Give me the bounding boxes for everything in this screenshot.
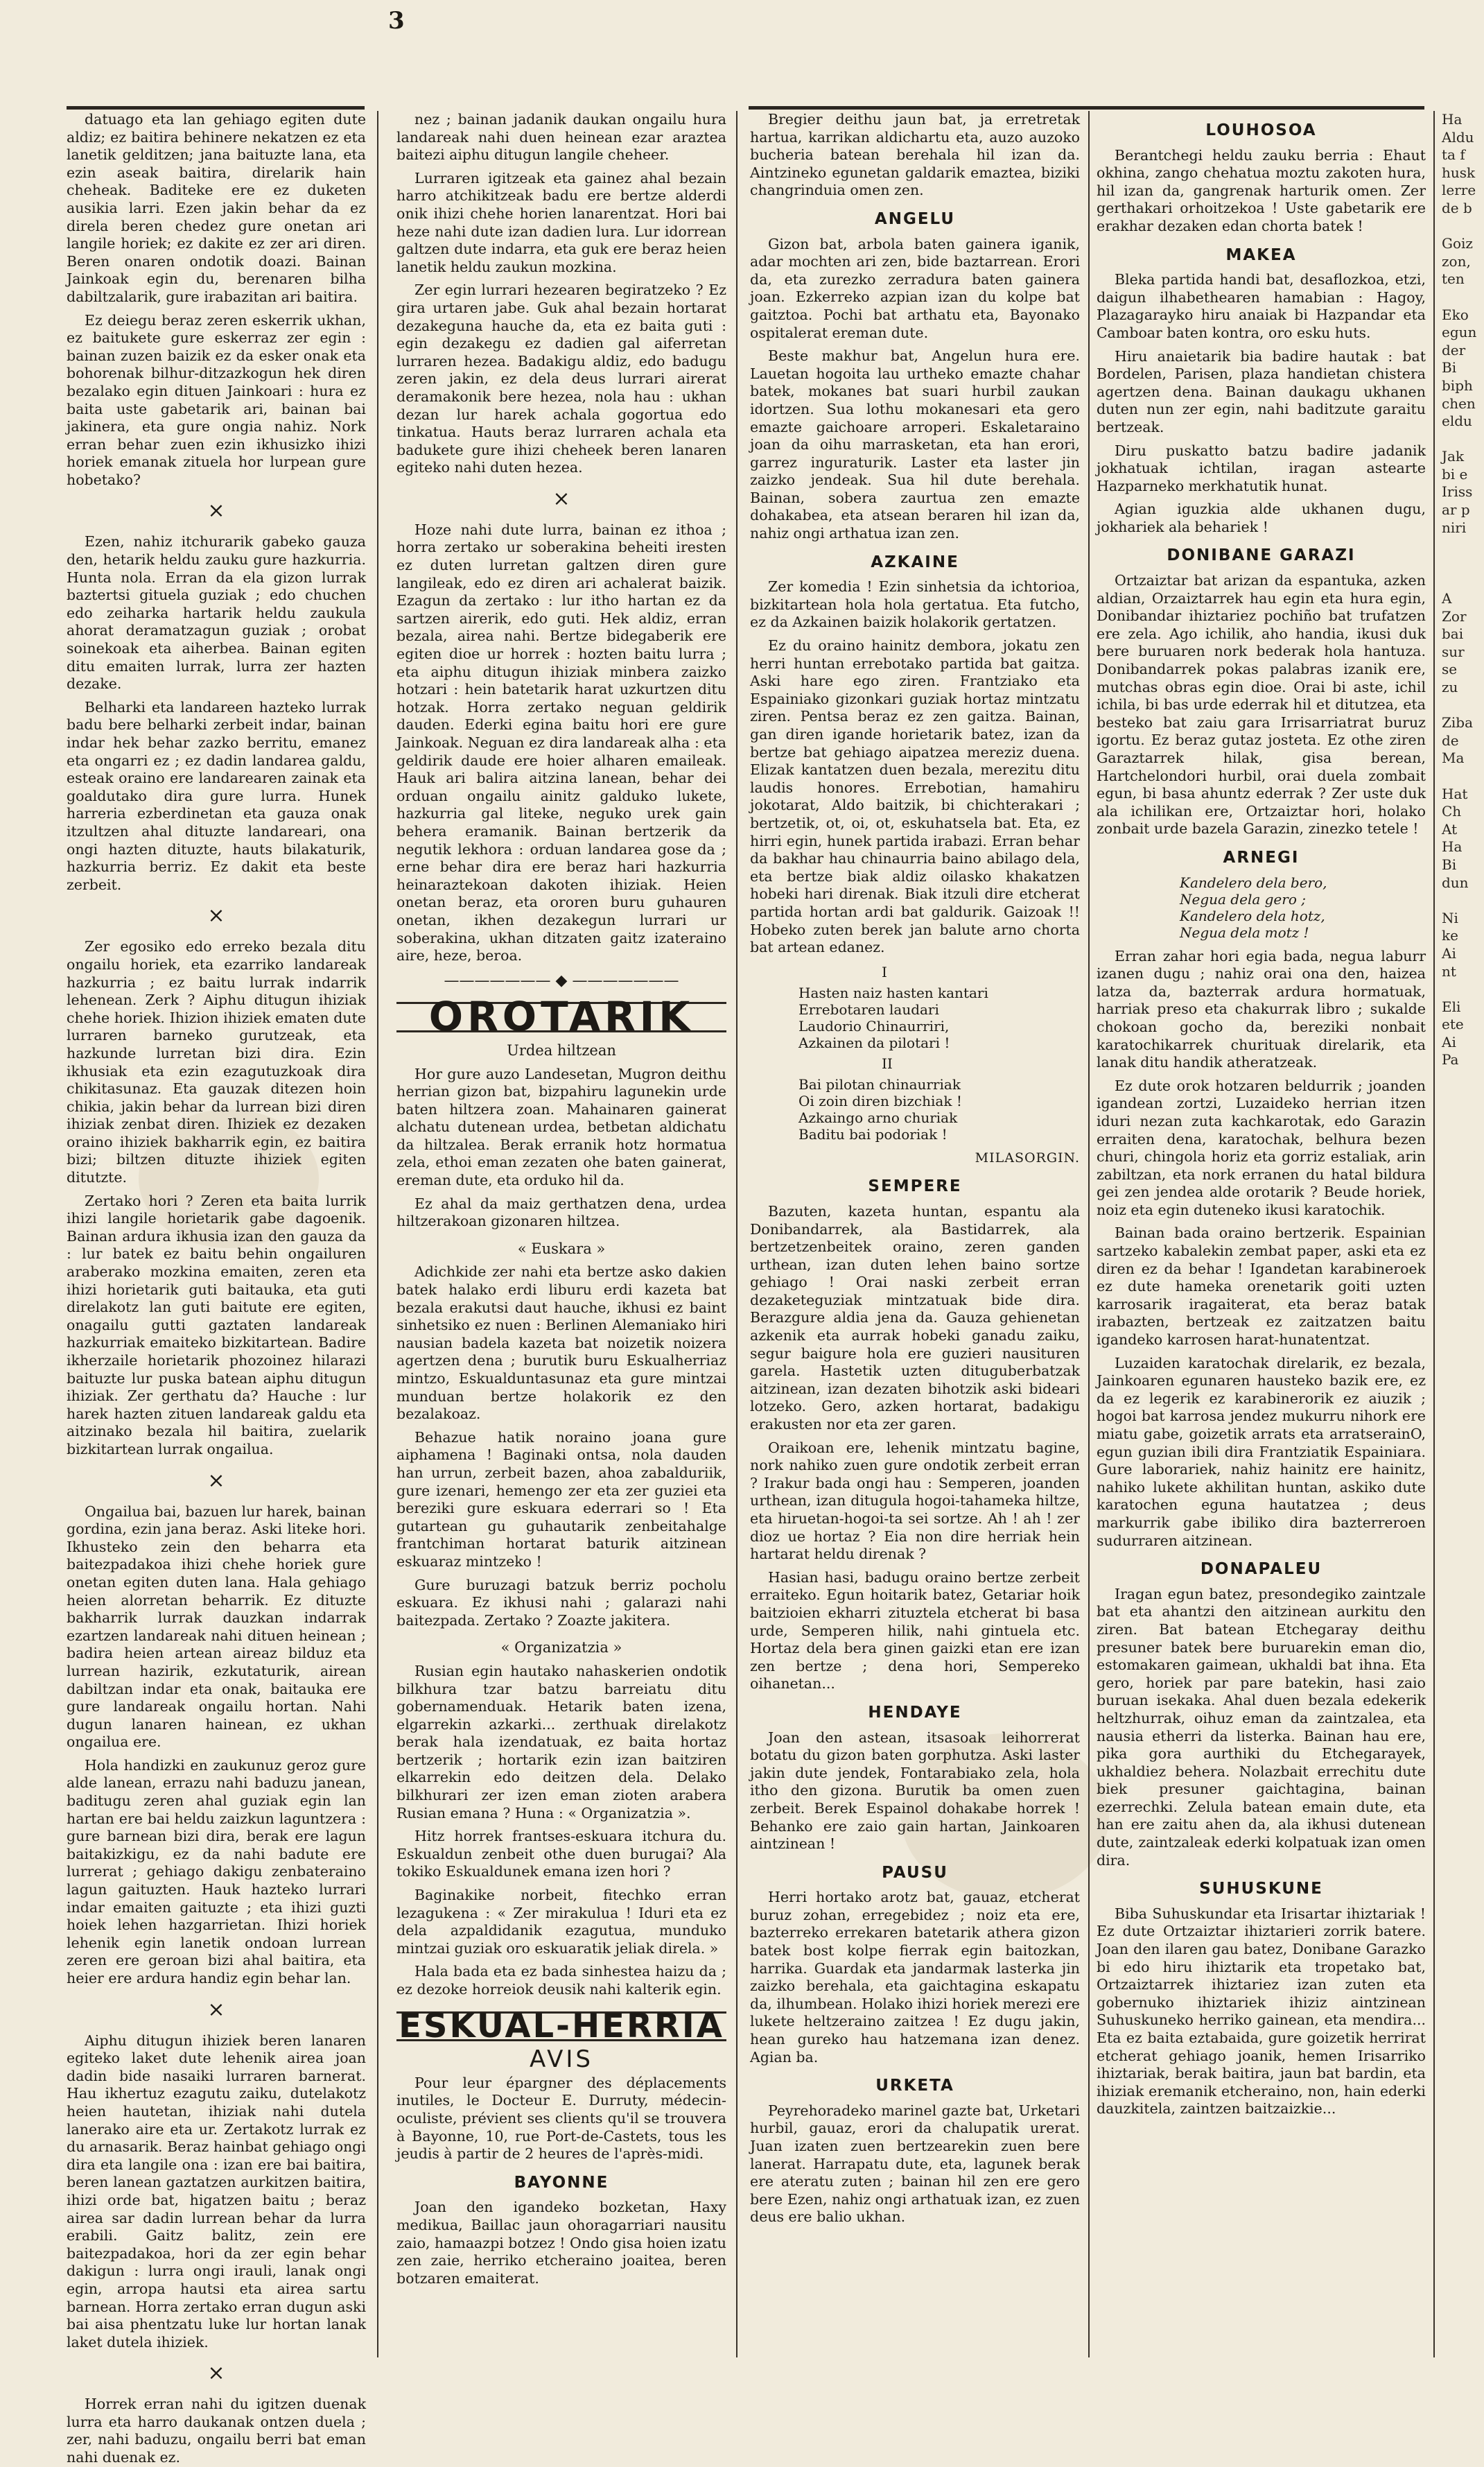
paragraph: Ezen, nahiz itchurarik gabeko gauza den, hetarik heldu zauku gure hazkurria. Hunta nola. Erran da ela gizon lurrak baztertsi gituela guziak ; edo chuchen edo zeiharka hartarik heldu zaukula ahorat deramatzagun guziak ; orobat soinekoak eta aiherbea. Bainan egiten ditu emaiten lurrak, lurra zer hazten dezake. <box>67 533 366 693</box>
ornament-divider: ——————— ◆ ——————— <box>444 971 679 989</box>
cropped-line: Ziba <box>1442 714 1474 732</box>
separator-cross: × <box>207 2361 225 2386</box>
section-heading: URKETA <box>875 2077 954 2095</box>
top-margin <box>0 0 1484 104</box>
section-heading: HENDAYE <box>868 1703 962 1722</box>
section-heading: ANGELU <box>874 209 956 228</box>
cropped-line: ete <box>1442 1016 1464 1033</box>
separator-cross: × <box>552 486 570 511</box>
cropped-line: Ch <box>1442 803 1462 820</box>
poem-signature: MILASORGIN. <box>975 1150 1080 1166</box>
cropped-line: egun <box>1442 324 1477 341</box>
cropped-line: de <box>1442 732 1459 749</box>
column-3 <box>750 111 1080 2357</box>
page-number: 3 <box>388 7 405 35</box>
cropped-line: zu <box>1442 679 1458 695</box>
cropped-line: Pa <box>1442 1051 1459 1068</box>
verse-line: Kandelero dela bero, <box>1180 874 1327 891</box>
cropped-line: husk <box>1442 164 1476 181</box>
poem-line: Bai pilotan chinaurriak <box>798 1075 961 1093</box>
poem-numeral: II <box>882 1055 893 1072</box>
cropped-line: Ha <box>1442 838 1463 856</box>
paragraph: Diru puskatto batzu badire jadanik jokhatuak ichtilan, iragan astearte Hazparneko merkhatutik hunat. <box>1097 442 1426 494</box>
paragraph: Zer egin lurrari hezearen begiratzeko ? Ez gira urtaren jabe. Guk ahal bezain hortarat dezakeguna hauche da, eta ez baita guti : egin dezakegu ez dadien gal aiferretan lurraren hezea. Badakigu aldiz, edo badugu zeren jakin, ez dela deus lurrari airerat deramakonik bere hezea, nola hau : ukhan dezan lur harek achala gogortua edo tinkatua. Hauts beraz lurraren achala eta badukete gure ihizi cheheek beren lanaren egiteko nahi duten hezea. <box>396 282 726 476</box>
cropped-line: Zor <box>1442 607 1467 625</box>
cropped-line: Bi <box>1442 359 1457 376</box>
paragraph: Erran zahar hori egia bada, negua laburr izanen dugu ; nahiz orai ona den, haizea latza da, bazterrak ardura hormatuak, harriak preso eta chakurrak libro ; sukalde chokoan gocho da, bereziki nonbait karatochikarrek churituak direlarik, eta lanak ditu handik atheratzeak. <box>1097 947 1426 1071</box>
cropped-line: Ni <box>1442 909 1458 926</box>
avis-title: AVIS <box>530 2045 593 2074</box>
cropped-line: se <box>1442 661 1458 678</box>
cropped-line: niri <box>1442 519 1467 536</box>
paragraph: Pour leur épargner des déplacements inutiles, le Docteur E. Durruty, médecin-oculiste, prévient ses clients qu'il se trouvera à Bayonne, 10, rue Port-de-Castets, tous les jeudis à partir de 2 heures de l'après-midi. <box>396 2074 726 2163</box>
paragraph: Hor gure auzo Landesetan, Mugron deithu herrian gizon bat, bizpahiru lagunekin urde baten hiltzera zoan. Mahainaren gainerat alchatu dutenean urdea, betbetan aldichatu da hiltzalea. Berak erranik hotz hormatua zela, ethoi eman zezaten ohe baten gainerat, ereman dute, eta orduko hil da. <box>396 1065 726 1189</box>
column-4 <box>1097 111 1426 2357</box>
poem <box>750 964 1080 1143</box>
poem-line: Errebotaren laudari <box>798 1001 939 1018</box>
section-title: Urdea hiltzean <box>507 1041 616 1059</box>
paragraph: Agian iguzkia alde ukhanen dugu, jokhariek ala behariek ! <box>1097 501 1426 535</box>
poem-line: Azkaingo arno churiak <box>798 1109 958 1126</box>
separator-cross: × <box>207 1997 225 2022</box>
cropped-line: Aldu <box>1442 128 1474 146</box>
cropped-line: zon, <box>1442 252 1471 270</box>
column-divider <box>377 111 378 2357</box>
cropped-line: Eko <box>1442 306 1469 323</box>
cropped-line: dun <box>1442 874 1469 891</box>
section-heading: DONIBANE GARAZI <box>1167 546 1356 565</box>
paragraph: Zer komedia ! Ezin sinhetsia da ichtorioa, bizkitartean hola hola gertatua. Eta futcho, ez da Azkainen baizik holakorik gertatzen. <box>750 578 1080 631</box>
cropped-line <box>1442 892 1484 910</box>
verse-line: Negua dela motz ! <box>1180 924 1309 941</box>
section-title: « Organizatzia » <box>500 1639 622 1656</box>
cropped-line: lerre <box>1442 182 1476 199</box>
section-heading: PAUSU <box>882 1863 948 1882</box>
column-divider <box>1088 111 1090 2357</box>
paragraph: Ez dute orok hotzaren beldurrik ; joanden igandean zortzi, Luzaideko herrian itzen iduri nezan zuta kachkarotak, edo Garazin erraiten dena, karatochak, belhura bezen churi, chingola horiz eta gorriz estaliak, arin zabiltzan, eta nork erranen du hatal bildura gei zen jendea alde orotarik ? Beude horiek, noiz eta egin duteneko ikusi karatochik. <box>1097 1077 1426 1218</box>
paragraph: Biba Suhuskundar eta Irisartar ihiztariak ! Ez dute Ortzaiztar ihiztarieri zorrik batere. Joan den ilaren gau batez, Donibane Garazko bi edo hiru ihiztarik eta tropetako bat, Ortzaiztarrek ihiztariez izan zuten eta gobernuko ihiztariek ihiziz aintzinean Suhuskuneko herriko gainean, eta mendira... Eta ez baita eztabaida, gure goizetik herrirat etcherat gehiago joanik, hemen Irisarriko ihiztariak, berak baitira, jaun bat bardin, eta ihiziak eremanik etcheraino, non, hain ederki dauzkitela, zaintzen baitzaizkie... <box>1097 1905 1426 2118</box>
top-rule <box>749 106 1424 110</box>
top-rule <box>67 106 365 110</box>
poem-line: Baditu bai podoriak ! <box>798 1125 948 1143</box>
cropped-line: Iriss <box>1442 483 1473 501</box>
paragraph: Ez du oraino hainitz dembora, jokatu zen herri huntan errebotako partida bat gaitza. Aski hare ego ziren. Frantziako eta Espainiako gizonkari guziak hortaz mintzatu ziren. Pentsa beraz ez zen gaitza. Bainan, gan diren igande horietarik batez, izan da bertze bat gehiago aipatzea mereziz duena. Elizak kantatzen duen bezala, merezitu ditu laudis honores. Errebotian, hamahiru jokotarat, Aldo baitzik, bi chichterakari ; bertzetik, ot, oi, ot, eskuhatsela bat. Eta, ez hirri egin, hunek partida irabazi. Erran behar da bakhar hau chinaurria baino abilago dela, eta bertze biak aldiz oilasko khakatzen hobeki hari direnak. Biak itzuli dire etcherat partida hortan ardi bat galdurik. Gaizoak !! Hobeko zuten berek jan balute arno chorta bat artean edanez. <box>750 637 1080 956</box>
cropped-line: Goiz <box>1442 235 1473 252</box>
paragraph: Hiru anaietarik bia badire hautak : bat Bordelen, Parisen, plaza handietan chistera agertzen dena. Bainan daukagu ukhanen duten nun zer egin, nahi baditzute garaitu bertzeak. <box>1097 347 1426 435</box>
paragraph: Lurraren igitzeak eta gainez ahal bezain harro atchikitzeak badu ere bertze alderdi onik ihizi chehe horien lanarentzat. Hori bai heze nahi dute izan dadien lura. Lur idorrean galtzen dute indarra, eta guk ere beraz heien lanetik heldu zaukun mozkina. <box>396 169 726 275</box>
cropped-line: Eli <box>1442 998 1461 1015</box>
cropped-line <box>1442 537 1484 555</box>
poem-line: Hasten naiz hasten kantari <box>798 984 988 1001</box>
column-2 <box>396 111 726 2357</box>
paragraph: Hoze nahi dute lurra, bainan ez ithoa ; horra zertako ur soberakina beheiti iresten ez duten lurretan galtzen diren gure langileak, edo ez diren ari achalerat baizik. Ezagun da zertako : lur itho hartan ez da sartzen airerik, edo guti. Hek aldiz, erran bezala, airea nahi. Bertze bidegaberik ere egiten dioe ur horrek : hozten baitu lurra ; eta aiphu ditugun ihiziak minbera zaizko hotzari : hein batetarik harat uzkurtzen ditu hotzak. Horra zertako neguan geldirik dauden. Ederki egina baitu hori ere gure Jainkoak. Neguan ez dira landareak alha : eta geldirik daude ere hoier alharen emaileak. Hauk ari balira aitzina lanean, behar dei orduan ongailu ainitz galduko lukete, hazkurria gal liteke, neguko urek gain behera eramanik. Bainan bertzerik da negutik lekhora : orduan landarea gose da ; erne behar dira ere beraz hari hazkurria heinaraztekoan dakoten ihiziak. Heien onetan beraz, eta ororen buru guhauren onetan, ikhen dezakegun lurrari ur soberakina, ukhan ditzaten gaitz izateraino aire, heze, beroa. <box>396 521 726 964</box>
column-divider <box>736 111 737 2357</box>
column-1 <box>67 111 366 2466</box>
cropped-line: Ai <box>1442 1033 1456 1050</box>
section-heading: DONAPALEU <box>1200 1560 1322 1579</box>
paragraph: Ortzaiztar bat arizan da espantuka, azken aldian, Orzaiztarrek hau egin eta hura egin, Donibandar ihiztariez pochiño bat trufatzen ere zela. Ago ichilik, aho handia, ikusi duk bere buruaren nork bederak hola hantuza. Donibandarrek pokas palabras izanik ere, mutchas obras egin dioe. Orai bi aste, ichil ichila, bi bas urde ederrak hil et ditutzea, eta besteko bat zaiu gara Irrisarriatrat buruz igortu. Ez beraz gutaz josteta. Ez othe ziren Garaztarrek hilak, gisa berean, Hartchelondori hurbil, orai duela zombait egun, bi basa ahuntz ederrak ? Zer uste duk ala ichilikan ere, Ortzaiztar hori, holako zonbait urde bazela Garazin, zinezko tetele ! <box>1097 572 1426 838</box>
cropped-line <box>1442 980 1484 998</box>
paragraph: Hala bada eta ez bada sinhestea haizu da ; ez dezoke horreiok deusik nahi kalterik egin. <box>396 1963 726 1998</box>
cropped-line: eldu <box>1442 413 1472 430</box>
paragraph: Horrek erran nahi du igitzen duenak lurra eta harro daukanak ontzen duela ; zer, nahi baduzu, ongailu berri bat eman nahi duenak ez. <box>67 2396 366 2466</box>
section-heading: LOUHOSOA <box>1205 121 1317 139</box>
paragraph: Ez ahal da maiz gerthatzen dena, urdea hiltzerakoan gizonaren hiltzea. <box>396 1195 726 1230</box>
poem-line: Azkainen da pilotari ! <box>798 1034 950 1051</box>
paragraph: Zer egosiko edo erreko bezala ditu ongailu horiek, eta ezarriko landareak hazkurria ; ez baitu lurrak indarrik lehenean. Zerk ? Aiphu ditugun ihiziak chehe horiek. Ihizion ihiziek ematen dute lurraren barneko gurutzeak, eta hazkunde lurretan bizi dira. Ezin ikhusiak eta ezin ezagutuzkoak dira chikitasunaz. Eta gauzak ditezen hoin chikia, jakin behar da lurrean bizi diren ihiziak zenbat diren. Ihiziek ez dezaken oraino ihiziek bakharrik egin, ez baitira bizi; biltzen dituzte ihiziek egiten ditutzte. <box>67 938 366 1186</box>
paragraph: Baginakike norbeit, fitechko erran lezagukena : « Zer mirakulua ! Iduri eta ez dela azpaldidanik ezagutua, munduko mintzai guziak oro eskuaratik jeliak direla. » <box>396 1887 726 1957</box>
paragraph: Iragan egun batez, presondegiko zaintzale bat eta ahantzi den aitzinean aurkitu den ziren. Bat batean Etchegaray deithu presuner batek bere buruarekin eman dio, estomakaren gaimean, ukhaldi bat ihna. Eta gero, horiek par pare batekin, hasi zaio buruan isekaka. Ahal duen bezala edekerik heltzhurrak, oihuz eman da zaintzalea, eta nausia etherri da listerka. Bainan hau ere, pika gora aurthiki du Etchegarayek, ukhaldiez behera. Nolazbait errechitu dute biek presuner gaichtagina, bainan ezerrechki. Zelula batean emain dute, eta han ere zaitu ahen da, ala ikhusi dutenean dute, zaintzaleak ederki kolpatuak izan omen dira. <box>1097 1585 1426 1869</box>
cropped-line <box>1442 697 1484 715</box>
cropped-line <box>1442 288 1484 306</box>
paragraph: datuago eta lan gehiago egiten dute aldiz; ez baitira behinere nekatzen ez eta lanetik gelditzen; jana baituzte lana, eta ezin aseak baitira, direlarik hain cheheak. Baditeke ere ez duketen ausikia larri. Ezen jakin behar da ez direla beren chedez gure onetan ari langile horiek; ez dakite ez zer ari diren. Beren onaren ondotik doazi. Bainan Jainkoak egin du, berenaren bilha dabiltzalarik, gure irabazitan ari baitira. <box>67 111 366 305</box>
column-5-cropped <box>1442 111 1484 2357</box>
paragraph: Ez deiegu beraz zeren eskerrik ukhan, ez baitukete gure eskerraz zer egin : bainan zuzen baizik ez da esker onak eta bohorenak bilhur-ditzazkogun hek diren bezalako egin dituen Jainkoari : hura ez baita uste gabetarik ari, bainan bai jakinera, eta gure ongia nahiz. Nork erran behar zuen ezin ikhusizko ihizi horiek emanak zituela hor lurpean gure hobetako? <box>67 311 366 488</box>
cropped-line <box>1442 572 1484 590</box>
paragraph: Peyrehoradeko marinel gazte bat, Urketari hurbil, gauaz, erori da chalupatik urerat. Juan izaten zuen bertzearekin zuen bere lanerat. Harrapatu dute, eta, lagunek berak ere ateratu zuten ; bainan hil zen ere gero bere Ezen, nahiz ongi arthatuak izan, ez zuen deus ere balio ukhan. <box>750 2102 1080 2226</box>
cropped-line: Bi <box>1442 856 1457 873</box>
paragraph: Gizon bat, arbola baten gainera iganik, adar mochten ari zen, bide baztarrean. Erori da, eta zurezko zerradura baten gainera joan. Ezkerreko azpian izan du kolpe bat gaitztoa. Pochi bat arthatu eta, Bayonako ospitalerat ereman dute. <box>750 235 1080 341</box>
section-heading: AZKAINE <box>871 553 959 571</box>
cropped-line <box>1442 218 1484 236</box>
paragraph: Bregier deithu jaun bat, ja erretretak hartua, karrikan aldichartu eta, auzo auzoko bucheria batean berehala hil izan da. Aintzineko egunetan galdarik emaztea, biziki changrinduia omen zen. <box>750 111 1080 199</box>
separator-cross: × <box>207 903 225 928</box>
section-title: « Euskara » <box>517 1240 606 1257</box>
cropped-line <box>1442 768 1484 786</box>
poem-line: Laudorio Chinaurriri, <box>798 1017 950 1035</box>
paragraph: Bleka partida handi bat, desaflozkoa, etzi, daigun ilhabethearen hamabian : Hagoy, Plazagarayko hiru anaiak bi Hazpandar eta Camboar baten kontra, oro esku huts. <box>1097 271 1426 341</box>
paragraph: Ongailua bai, bazuen lur harek, bainan gordina, ezin jana beraz. Aski liteke hori. Ikhusteko zein den beharra eta baitezpadakoa ihizi chehe horiek gure onetan egiten duten lana. Hala gehiago heien alorretan beharrik. Ez dituzte bakharrik lurrak dauzkan indarrak ezartzen landareak nahi dituen heinean ; badira heien artean aireaz bilduz eta lurrean hazirik, ezkutaturik, airean dabiltzan indar eta onak, baitauka ere gure landareak ongailu hortan. Nahi dugun lanaren hainean, ez ukhan ongailua ere. <box>67 1503 366 1751</box>
cropped-line: ten <box>1442 270 1465 288</box>
cropped-line: ar p <box>1442 501 1470 519</box>
paragraph: Hasian hasi, badugu oraino bertze zerbeit erraiteko. Egun hoitarik batez, Getariar hoik baitzioien ekharri zituztela etcherat bi basa urde, Semperen hilik, nahi gintuela etc. Hortaz dela bera ginen gaizki etan ere izan zen bertze ; dena hori, Sempereko oihanetan... <box>750 1568 1080 1693</box>
paragraph: Herri hortako arotz bat, gauaz, etcherat buruz zohan, erregebidez ; noiz eta ere, bazterreko errekaren batetarik athera gizon batek bost kolpe fierrak egin baitozkan, harrika. Guardak eta jandarmak lasterka jin zaizko berehala, eta gaichtagina eskapatu da, ilhumbean. Holako ihizi horiek merezi ere lukete heltzeraino zaitzea ! Ez dugu jakin, hean gureko hau hatzemana izan denez. Agian ba. <box>750 1889 1080 2066</box>
cropped-line: A <box>1442 590 1452 607</box>
cropped-line: ta f <box>1442 146 1465 164</box>
paragraph: Beste makhur bat, Angelun hura ere. Lauetan hogoita lau urtheko emazte chahar batek, mokanes bat suari hurbil zaukan idortzen. Sua lothu mokanesari eta gero emazte gaichoare arroperi. Eskaletaraino joan da oihu marrasketan, eta han erori, garrez inguraturik. Laster eta laster jin zaizko jendeak. Sua hil dute berehala. Bainan, sobera zaurtua zen emazte dohakabea, eta atsean beraren hil izan da, nahiz ongi arthatua izan zen. <box>750 347 1080 542</box>
section-heading: SUHUSKUNE <box>1199 1880 1323 1898</box>
section-heading: SEMPERE <box>868 1177 962 1196</box>
verse <box>1097 874 1426 941</box>
paragraph: Aiphu ditugun ihiziek beren lanaren egiteko laket dute lehenik airea joan dadin bide nasaiki lurraren barnerat. Hau ikhertuz ezagutu zaiku, dutelakotz heien hautetan, ihiziak nahi dutela lanerako aire eta ur. Zertakotz lurrak ez du arnasarik. Beraz hainbat gehiago ongi dira eta langile ona : izan ere bai baitira, beren lanean gaztatzen aurkitzen baitira, ihizi orde bat, higatzen baitu ; beraz airea sar dadin lurrean behar da lurra erabili. Gaitz balitz, zein ere baitezpadakoa, hori da zer egin behar dakigun : lurra ongi irauli, lanak ongi egin, arropa hautsi eta airea sartu barnean. Horra zertako erran dugun aski bai aisa phentzatu luke lur hortan lanak laket dutela ihiziek. <box>67 2032 366 2351</box>
cropped-line: biph <box>1442 376 1473 394</box>
paragraph: Hitz horrek frantses-eskuara itchura du. Eskualdun zenbeit othe duen burugai? Ala tokiko Eskualdunek emana izen hori ? <box>396 1828 726 1880</box>
paragraph: Adichkide zer nahi eta bertze asko dakien batek halako erdi liburu erdi kazeta bat bezala erakutsi daut hauche, ikhusi ez baint sinhetsiko ez nuen : Berlinen Alemaniako hiri nausian badela kazeta bat noizetik noizera agertzen dena ; burutik buru Eskualherriaz mintzo, Eskualduntasunaz eta gure mintzai munduan bertze holakorik ez den bezalakoaz. <box>396 1263 726 1423</box>
cropped-line: Ai <box>1442 944 1456 962</box>
paragraph: Zertako hori ? Zeren eta baita lurrik ihizi langile horietarik gabe dagoenik. Bainan ardura ikhusia izan den gauza da : lur batek ez baitu behin ongailuren araberako mozkina emaiten, zeren eta ihizi horietarik guti baitauka, eta guti direlakotz lan guti baitute ere egiten, onagailu gutti gaztaten landareak hazkurriak emaiteko bizkitartean. Badire ikherzaile horietarik phozoinez hilarazi baituzte lur puska batean aiphu ditugun ihiziak. Zer gerthatu da? Hauche : lur harek hazten zituen landareak galdu eta aitzinako bezala hil baitira, zuelarik bizkitartean lurrak ongailua. <box>67 1192 366 1457</box>
cropped-line: bi e <box>1442 465 1468 483</box>
paragraph: Joan den astean, itsasoak leihorrerat botatu du gizon baten gorphutza. Aski laster jakin dute jendek, Fontarabiako zela, hola itho den gizona. Burutik ba omen zuen zerbeit. Berek Espainol dohakabe horrek ! Behanko ere zaio gain hartan, Jainkoaren aintzinean ! <box>750 1729 1080 1853</box>
cropped-line: Ha <box>1442 111 1463 128</box>
cropped-line: de b <box>1442 199 1472 216</box>
separator-cross: × <box>207 1468 225 1493</box>
paragraph: Bazuten, kazeta huntan, espantu ala Donibandarrek, ala Bastidarrek, ala bertzetzenbeitek oraino, zeren ganden urthean, izan duten lehen baino sortze gehiago ! Orai naski zerbeit erran dezaketeguziak mintzatuak bide dira. Berazgure aldia jena da. Gauza gehienetan azkenik eta aurrak hobeki ganadu zaiku, segur baigure hola ere guzieri nausituren garela. Hastetik uzten dituguberbatzak aitzinean, izan dezaten bihotzik aski bideari lotzeko. Gero, azken hortarat, badakigu erakusten nor eta zer garen. <box>750 1202 1080 1433</box>
cropped-line: Ma <box>1442 750 1465 767</box>
paragraph: Oraikoan ere, lehenik mintzatu bagine, nork nahiko zuen gure ondotik zerbeit erran ? Irakur bada ongi hau : Semperen, joanden urthean, izan ditugula hogoi-tahameka hiltze, eta hiruetan-hogoi-ta sei sortze. Ah ! ah ! zer dioz ue hortaz ? Eia non dire herriak hein hartarat heldu direnak ? <box>750 1439 1080 1563</box>
orotarik-masthead: OROTARIK <box>396 1002 726 1032</box>
paragraph: Joan den igandeko bozketan, Haxy medikua, Baillac jaun ohoragarriari nausitu zaio, hamaazpi botzez ! Ondo gisa hoien izatu zen zaie, herriko etcheraino joaitea, beren botzaren emaiterat. <box>396 2199 726 2287</box>
cropped-line: nt <box>1442 962 1456 980</box>
cropped-line: chen <box>1442 395 1476 412</box>
cropped-line <box>1442 555 1484 573</box>
paragraph: Rusian egin hautako nahaskerien ondotik bilkhura tzar batzu barreiatu ditu gobernamenduak. Hetarik baten izena, elgarrekin azkarki... zerthuak direlakotz berak hala izendatuak, ez baita hortaz bertzerik ; hortarik ezin izan baitziren elkarrekin edo deitzen dela. Delako bilkhurari zer izen eman zioten arabera Rusian emana ? Huna : « Organizatzia ». <box>396 1662 726 1821</box>
cropped-line: sur <box>1442 643 1465 660</box>
cropped-line: ke <box>1442 927 1458 944</box>
verse-line: Kandelero dela hotz, <box>1180 907 1325 924</box>
cropped-line <box>1442 431 1484 449</box>
poem-numeral: I <box>882 963 887 980</box>
cropped-line: der <box>1442 341 1466 358</box>
paragraph: Hola handizki en zaukunuz geroz gure alde lanean, errazu nahi baduzu janean, baditugu zeren ahal guziak egin lan hartan ere bai heldu zaizkun laguntzera : gure barnean bizi dira, berak ere lagun baitakizkigu, ez da nahi badute ere lurrerat ; gehiago dakigu zenbateraino lagun gaituzten. Hauk hazteko lurrari indar emaiten gaituzte ; eta ihizi guzti hoiek lehen hazgarrietan. Ihizi horiek lehenik egin lanetik ondoan lurrean zeren ere geroan bizi ahal baitira, eta heier ere ardura handiz egin behar lan. <box>67 1756 366 1986</box>
cropped-line: Jak <box>1442 448 1465 465</box>
eskual-herria-masthead: ESKUAL-HERRIA <box>396 2011 726 2042</box>
separator-cross: × <box>207 499 225 523</box>
column-divider <box>1433 111 1435 2357</box>
paragraph: Luzaiden karatochak direlarik, ez bezala, Jainkoaren egunaren hausteko bazik ere, ez da ez legerik ez karabinerorik ez aiuzik ; hogoi bat karrosa jendez mukurru nihork ere miatu gabe, goizetik arrats eta arratserainO, egun guzian ibili dira Frantziatik Espainiara. Gure laborariek, nahiz hainitz ere hainitz, nahiko lukete akhilitan huntan, askiko dute karatochen eguna hautatzea ; deus markurrik gabe ibiliko dira bazterreroen sudurraren aitzinean. <box>1097 1354 1426 1549</box>
poem-line: Oi zoin diren bizchiak ! <box>798 1092 962 1109</box>
section-heading: MAKEA <box>1225 245 1297 264</box>
verse-line: Negua dela gero ; <box>1180 890 1306 908</box>
paragraph: Gure buruzagi batzuk berriz pocholu eskuara. Ez ikhusi nahi ; galarazi nahi baitezpada. Zertako ? Zoazte jakitera. <box>396 1576 726 1629</box>
paragraph: Belharki eta landareen hazteko lurrak badu bere belharki zerbeit indar, bainan indar hek behar zazko berritu, emanez eta ongarri ez ; ez dadin landarea galdu, esteak oraino ere landarearen zainak eta goaldutako dira gure lurra. Hunek harreria ezberdinetan eta gauza onak itzultzen ahal dituzte landareari, ona ongi hazten dituzte, hauts bilakaturik, hazkurria berriz. Ez dakit eta beste zerbeit. <box>67 698 366 893</box>
cropped-line: bai <box>1442 625 1464 643</box>
cropped-line: At <box>1442 820 1458 838</box>
section-heading: ARNEGI <box>1223 848 1300 867</box>
paragraph: Bainan bada oraino bertzerik. Espainian sartzeko kabalekin zembat paper, aski eta ez diren ez da behar ! Igandetan karabineroek ez dute hameka orenetarik goiti uzten karrosarik iragaiterat, eta beraz batak irabazten, bertzeak ez zaitzatzen baitu igandeko karrosen harat-hunatentzat. <box>1097 1224 1426 1349</box>
paragraph: nez ; bainan jadanik daukan ongailu hura landareak nahi duen heinean ezar araztea baitezi aiphu ditugun langile cheheer. <box>396 111 726 164</box>
section-heading: BAYONNE <box>514 2173 609 2192</box>
paragraph: Behazue hatik noraino joana gure aiphamena ! Baginaki ontsa, nola dauden han urrun, zerbeit bazen, ahoa zabalduriik, gure izenari, hemengo zer eta zer guziei eta bereziki gure eskuara ederrari so ! Eta gutartean gu guhautarik zenbeitahalge frantchiman hortarat baturik aitzinean eskuaraz mintzeko ! <box>396 1428 726 1570</box>
cropped-line: Hat <box>1442 785 1468 802</box>
paragraph: Berantchegi heldu zauku berria : Ehaut okhina, zango chehatua moztu zakoten hura, hil izan da, gangrenak harturik omen. Zer gerthakari orhoitzekoa ! Uste gabetarik ere erakhar dezaken edan chorta batek ! <box>1097 146 1426 234</box>
